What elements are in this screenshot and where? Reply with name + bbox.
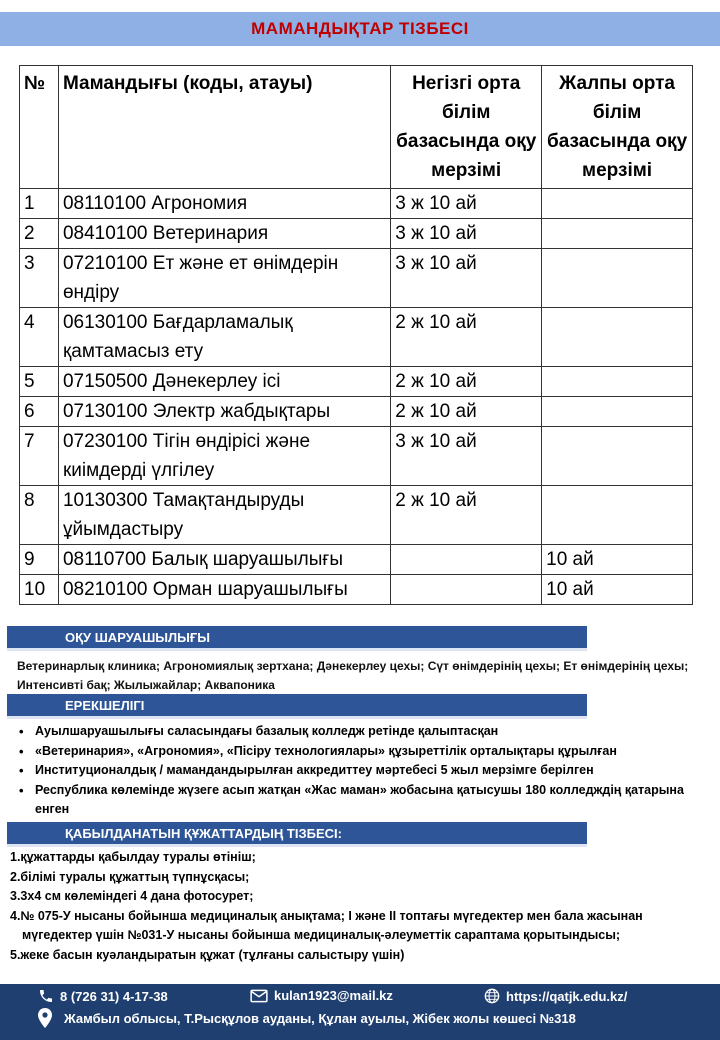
specialty-name: 08110100 Агрономия: [58, 189, 390, 219]
address-contact: [38, 1008, 576, 1028]
specialty-name: 06130100 Бағдарламалық қамтамасыз ету: [58, 308, 390, 367]
documents-list: [10, 848, 710, 965]
list-item: 2.білімі туралы құжаттың түпнұсқасы;: [10, 869, 250, 884]
basic-duration: 3 ж 10 ай: [391, 189, 542, 219]
list-item: 5.жеке басын куәландыратын құжат (тұлғаны салыстыру үшін): [10, 947, 405, 962]
email-link[interactable]: kulan1923@mail.kz: [274, 988, 393, 1003]
title-bar: [0, 12, 720, 46]
list-item: 4.№ 075-У нысаны бойынша медициналық анықтама; I және II топтағы мүгедектер мен бала жасынан мүгедектер үшін №031-У нысаны бойынша медициналық-әлеуметтік сараптама қорытындысы;: [10, 908, 643, 942]
basic-duration: 3 ж 10 ай: [391, 427, 542, 486]
facilities-heading-bar: [7, 626, 587, 648]
basic-duration: 2 ж 10 ай: [391, 308, 542, 367]
list-item: • Институционалдық / мамандандырылған аккредиттеу мәртебесі 5 жыл мерзімге берілген: [19, 761, 709, 781]
basic-duration: 2 ж 10 ай: [391, 367, 542, 397]
row-number: 9: [20, 545, 59, 575]
row-number: 3: [20, 249, 59, 308]
facilities-heading: ОҚУ ШАРУАШЫЛЫҒЫ: [65, 629, 210, 645]
specialty-name: 08410100 Ветеринария: [58, 219, 390, 249]
general-duration: 10 ай: [542, 545, 693, 575]
row-number: 2: [20, 219, 59, 249]
general-duration: [542, 397, 693, 427]
features-heading-bar: [7, 694, 587, 716]
table-row: [20, 367, 693, 397]
table-row: [20, 397, 693, 427]
features-list: [19, 722, 709, 820]
specialty-name: 07130100 Электр жабдықтары: [58, 397, 390, 427]
column-header-general-duration: Жалпы орта білім базасында оқу мерзімі: [542, 66, 693, 189]
address-text: Жамбыл облысы, Т.Рысқұлов ауданы, Құлан ауылы, Жібек жолы көшесі №318: [64, 1010, 576, 1026]
basic-duration: 3 ж 10 ай: [391, 249, 542, 308]
table-row: [20, 189, 693, 219]
general-duration: 10 ай: [542, 575, 693, 605]
page-title: МАМАНДЫҚТАР ТІЗБЕСІ: [251, 19, 469, 38]
row-number: 1: [20, 189, 59, 219]
list-item: • «Ветеринария», «Агрономия», «Пісіру технологиялары» құзыреттілік орталықтары құрылған: [19, 742, 709, 762]
general-duration: [542, 486, 693, 545]
row-number: 10: [20, 575, 59, 605]
website-link[interactable]: https://qatjk.edu.kz/: [506, 988, 628, 1004]
general-duration: [542, 249, 693, 308]
row-number: 6: [20, 397, 59, 427]
phone-icon: [38, 988, 54, 1004]
basic-duration: [391, 575, 542, 605]
general-duration: [542, 219, 693, 249]
general-duration: [542, 189, 693, 219]
phone-number: 8 (726 31) 4-17-38: [60, 988, 168, 1004]
list-item: 1.құжаттарды қабылдау туралы өтініш;: [10, 850, 256, 864]
mail-icon: [250, 989, 268, 1003]
table-row: [20, 486, 693, 545]
column-header-specialty: Мамандығы (коды, атауы): [58, 66, 390, 189]
list-item: • Республика көлемінде жүзеге асып жатқан «Жас маман» жобасына қатысушы 180 колледждің қатарына енген: [19, 781, 709, 820]
contact-footer: [0, 984, 720, 1040]
features-heading: ЕРЕКШЕЛІГІ: [65, 697, 145, 713]
row-number: 8: [20, 486, 59, 545]
table-row: [20, 249, 693, 308]
specialty-name: 08210100 Орман шаруашылығы: [58, 575, 390, 605]
table-row: [20, 575, 693, 605]
column-header-basic-duration: Негізгі орта білім базасында оқу мерзімі: [391, 66, 542, 189]
table-row: [20, 308, 693, 367]
documents-heading-bar: [7, 822, 587, 844]
specialty-name: 07150500 Дәнекерлеу ісі: [58, 367, 390, 397]
location-pin-icon: [38, 1008, 52, 1028]
specialty-name: 07230100 Тігін өндірісі және киімдерді үлгілеу: [58, 427, 390, 486]
facilities-text: Ветеринарлық клиника; Агрономиялық зертхана; Дәнекерлеу цехы; Сүт өнімдерінің цехы; Ет өнімдерінің цехы; Интенсивті бақ; Жылыжайлар; Аквапоника: [17, 659, 689, 692]
general-duration: [542, 308, 693, 367]
specialty-name: 07210100 Ет және ет өнімдерін өндіру: [58, 249, 390, 308]
row-number: 5: [20, 367, 59, 397]
table-row: [20, 219, 693, 249]
general-duration: [542, 367, 693, 397]
row-number: 4: [20, 308, 59, 367]
specialties-table: [19, 65, 693, 605]
list-item: 3.3х4 см көлеміндегі 4 дана фотосурет;: [10, 889, 254, 903]
list-item: • Ауылшаруашылығы саласындағы базалық колледж ретінде қалыптасқан: [19, 722, 709, 742]
column-header-number: №: [20, 66, 59, 189]
specialty-name: 10130300 Тамақтандыруды ұйымдастыру: [58, 486, 390, 545]
table-row: [20, 545, 693, 575]
specialty-name: 08110700 Балық шаруашылығы: [58, 545, 390, 575]
email-contact[interactable]: [250, 988, 393, 1003]
basic-duration: 2 ж 10 ай: [391, 486, 542, 545]
general-duration: [542, 427, 693, 486]
row-number: 7: [20, 427, 59, 486]
table-row: [20, 427, 693, 486]
basic-duration: 2 ж 10 ай: [391, 397, 542, 427]
website-contact[interactable]: [484, 988, 627, 1004]
documents-heading: ҚАБЫЛДАНАТЫН ҚҰЖАТТАРДЫҢ ТІЗБЕСІ:: [65, 825, 342, 841]
basic-duration: [391, 545, 542, 575]
basic-duration: 3 ж 10 ай: [391, 219, 542, 249]
phone-contact: [38, 988, 168, 1004]
globe-icon: [484, 988, 500, 1004]
table-header-row: [20, 66, 693, 189]
